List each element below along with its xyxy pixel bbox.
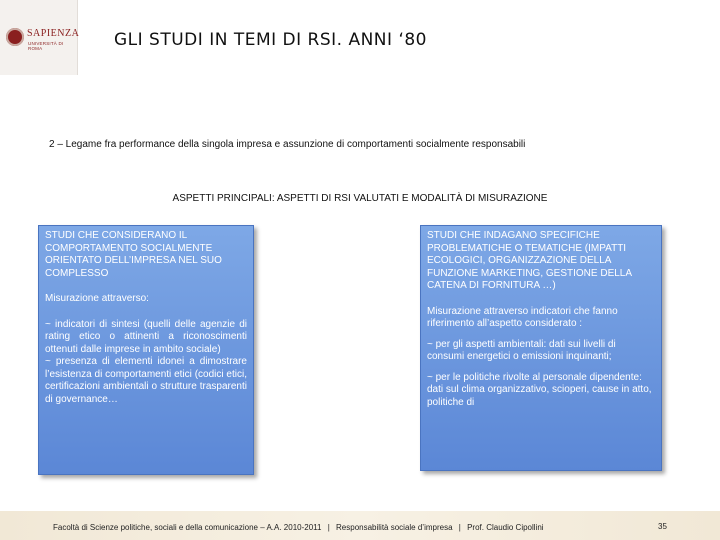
logo-name: SAPIENZA [27, 28, 80, 39]
right-study-box [420, 225, 662, 471]
left-study-box [38, 225, 254, 475]
university-seal-icon [6, 28, 24, 46]
right-box-item-1: ~ per gli aspetti ambientali: dati sui livelli di consumi energetici o emissioni inquinanti; [427, 338, 616, 362]
right-box-heading: STUDI CHE INDAGANO SPECIFICHE PROBLEMATICHE O TEMATICHE (IMPATTI ECOLOGICI, ORGANIZZAZIONE DELLA FUNZIONE MARKETING, GESTIONE DELLA CATENA DI FORNITURA …) [427, 230, 632, 291]
footer-course: Responsabilità sociale d’impresa [336, 523, 453, 532]
university-logo [0, 0, 78, 75]
footer-text [53, 523, 544, 532]
slide-title: GLI STUDI IN TEMI DI RSI. ANNI ‘80 [114, 30, 427, 50]
right-box-measure-label: Misurazione attraverso indicatori che fanno riferimento all’aspetto considerato : [427, 305, 618, 329]
page-number: 35 [658, 522, 667, 531]
left-box-item-2: ~ presenza di elementi idonei a dimostrare l’esistenza di comportamenti etici (codici etici, certificazioni ambientali o strutture trasparenti di governance… [45, 356, 247, 405]
logo-subtitle: UNIVERSITÀ DI ROMA [28, 41, 64, 51]
aspects-heading: ASPETTI PRINCIPALI: ASPETTI DI RSI VALUTATI E MODALITÀ DI MISURAZIONE [172, 193, 548, 204]
footer-faculty: Facoltà di Scienze politiche, sociali e della comunicazione – A.A. 2010-2011 [53, 523, 322, 532]
footer-separator: | [327, 523, 330, 532]
footer-professor: Prof. Claudio Cipollini [467, 523, 544, 532]
footer-separator: | [458, 523, 461, 532]
left-box-measure-label: Misurazione attraverso: [45, 293, 149, 304]
left-box-heading: STUDI CHE CONSIDERANO IL COMPORTAMENTO SOCIALMENTE ORIENTATO DELL’IMPRESA NEL SUO COMPLESSO [45, 230, 222, 279]
slide-subtitle: 2 – Legame fra performance della singola impresa e assunzione di comportamenti socialmente responsabili [49, 139, 526, 150]
left-box-item-1: ~ indicatori di sintesi (quelli delle agenzie di rating etico o attinenti a riconoscimenti ottenuti dalle imprese in ambito sociale) [45, 318, 247, 355]
right-box-item-2: ~ per le politiche rivolte al personale dipendente: dati sul clima organizzativo, scioperi, cause in atto, politiche di [427, 371, 652, 408]
